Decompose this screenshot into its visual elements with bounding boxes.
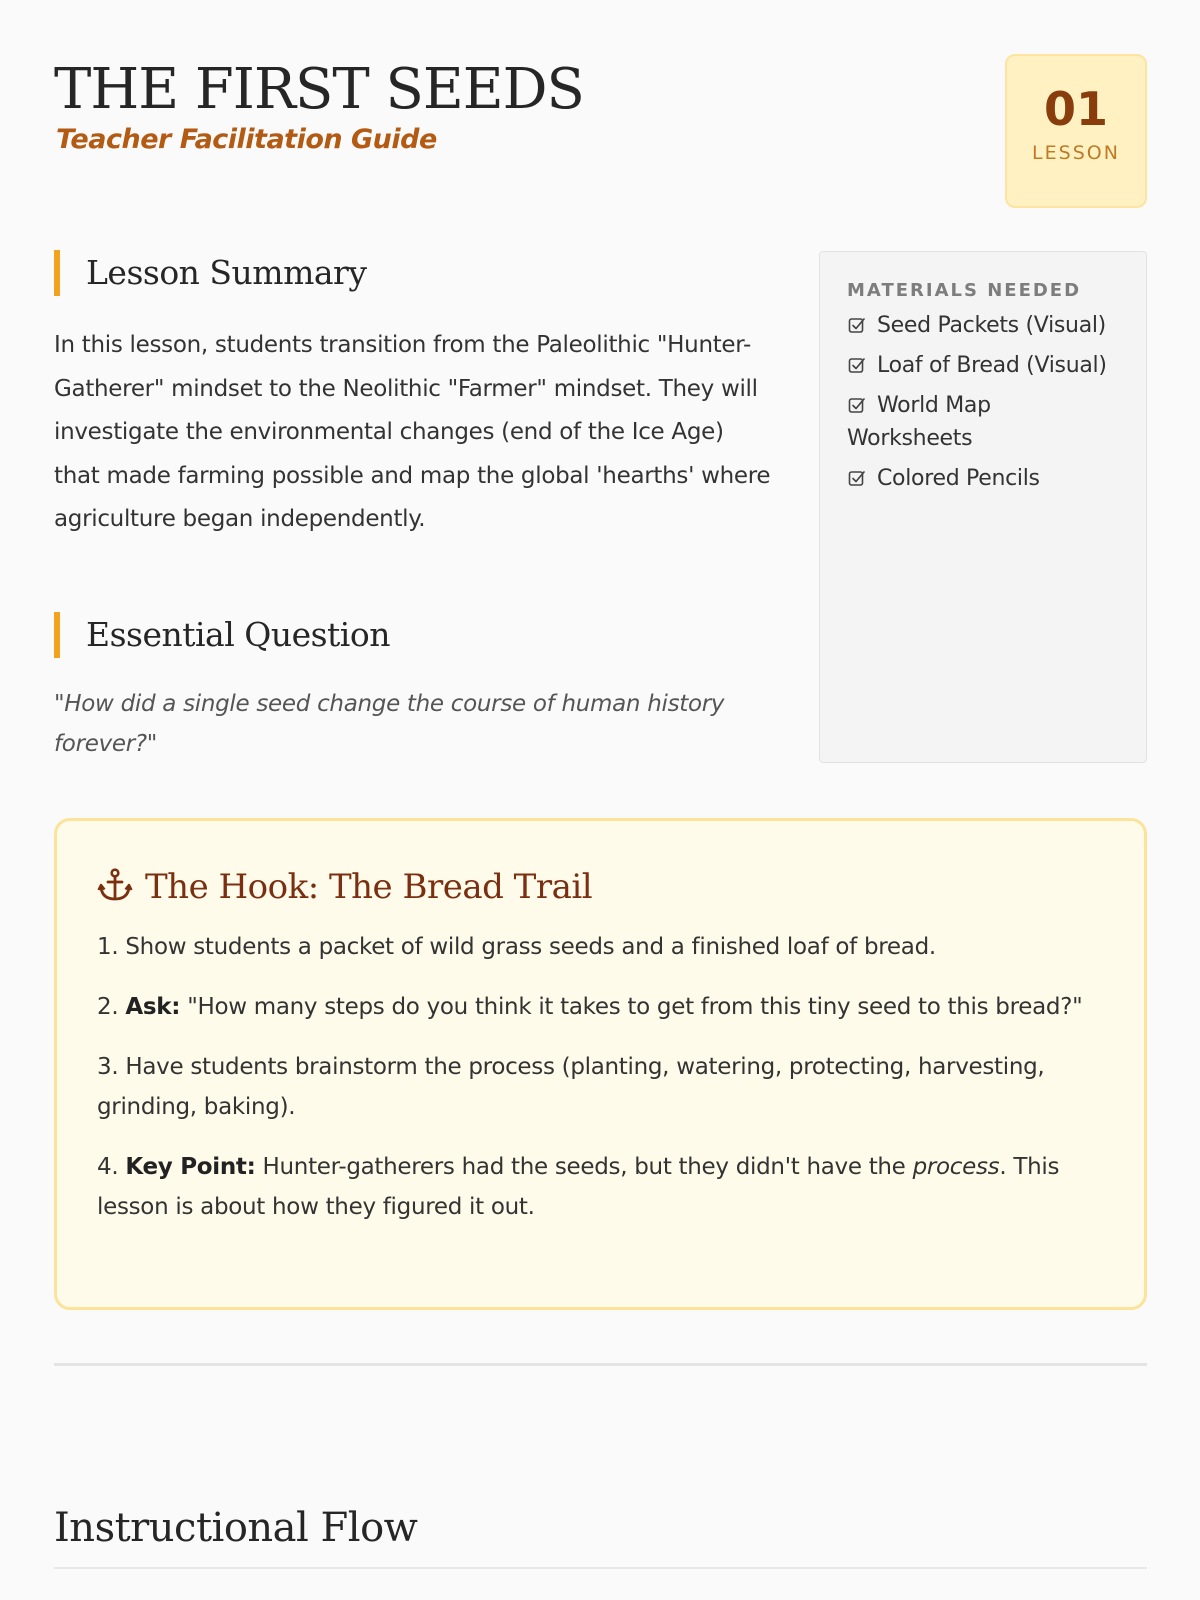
hook-step-emphasis: process: [912, 1154, 1000, 1180]
hook-step-label: Key Point:: [125, 1154, 256, 1180]
hook-step: [97, 1147, 1104, 1227]
hook-title-text: The Hook: The Bread Trail: [145, 867, 593, 907]
checkbox-checked-icon: [847, 468, 867, 488]
page-subtitle: Teacher Facilitation Guide: [56, 124, 437, 155]
checkbox-checked-icon: [847, 315, 867, 335]
materials-heading: MATERIALS NEEDED: [847, 280, 1082, 301]
materials-item: [847, 309, 1120, 342]
hook-step-number: 2.: [97, 994, 119, 1020]
instructional-flow-heading: Instructional Flow: [54, 1505, 418, 1551]
page-title: THE FIRST SEEDS: [54, 57, 584, 122]
hook-step-text: "How many steps do you think it takes to get from this tiny seed to this bread?": [187, 994, 1083, 1020]
materials-item: [847, 462, 1120, 495]
hook-step-label: Ask:: [125, 994, 181, 1020]
hook-step: [97, 927, 1104, 967]
hook-step-number: 1.: [97, 934, 119, 960]
materials-item-label: Colored Pencils: [877, 466, 1040, 491]
lesson-header: [54, 58, 1147, 208]
checkbox-checked-icon: [847, 395, 867, 415]
hook-step-text: Hunter-gatherers had the seeds, but they didn't have the: [262, 1154, 906, 1180]
lesson-number: 01: [1043, 82, 1108, 136]
hook-title: [97, 865, 1104, 909]
materials-item: [847, 349, 1120, 382]
hook-step-number: 4.: [97, 1154, 119, 1180]
materials-item: [847, 389, 1120, 455]
materials-list: [847, 309, 1120, 495]
checkbox-checked-icon: [847, 355, 867, 375]
flow-heading-rule: [54, 1567, 1147, 1569]
anchor-icon: [97, 867, 133, 903]
lesson-page: [54, 0, 1147, 1600]
hook-step: [97, 1047, 1104, 1127]
hook-step-text: Have students brainstorm the process (planting, watering, protecting, harvesting, grinding, baking).: [97, 1054, 1045, 1120]
essential-question-text: "How did a single seed change the course of human history forever?": [54, 691, 725, 757]
lesson-badge: [1005, 54, 1147, 208]
lesson-summary-text: In this lesson, students transition from the Paleolithic "Hunter-Gatherer" mindset to the Neolithic "Farmer" mindset. They will investigate the environmental changes (end of the Ice Age) that made farming possible and map the global 'hearths' where agriculture began independently.: [54, 332, 771, 532]
materials-item-label: Seed Packets (Visual): [877, 313, 1106, 338]
materials-panel: [819, 251, 1147, 763]
section-divider: [54, 1363, 1147, 1366]
hook-step-number: 3.: [97, 1054, 119, 1080]
hook-step-text-end: . This lesson is about how they figured it out.: [97, 1154, 1060, 1220]
lesson-summary-heading: Lesson Summary: [54, 250, 366, 296]
hook-step-text: Show students a packet of wild grass seeds and a finished loaf of bread.: [125, 934, 936, 960]
lesson-label: LESSON: [1032, 142, 1120, 164]
essential-question-heading: Essential Question: [54, 612, 390, 658]
hook-section: [54, 818, 1147, 1310]
hook-step: [97, 987, 1104, 1027]
materials-item-label: Loaf of Bread (Visual): [877, 353, 1107, 378]
materials-item-label: World Map Worksheets: [847, 393, 991, 451]
